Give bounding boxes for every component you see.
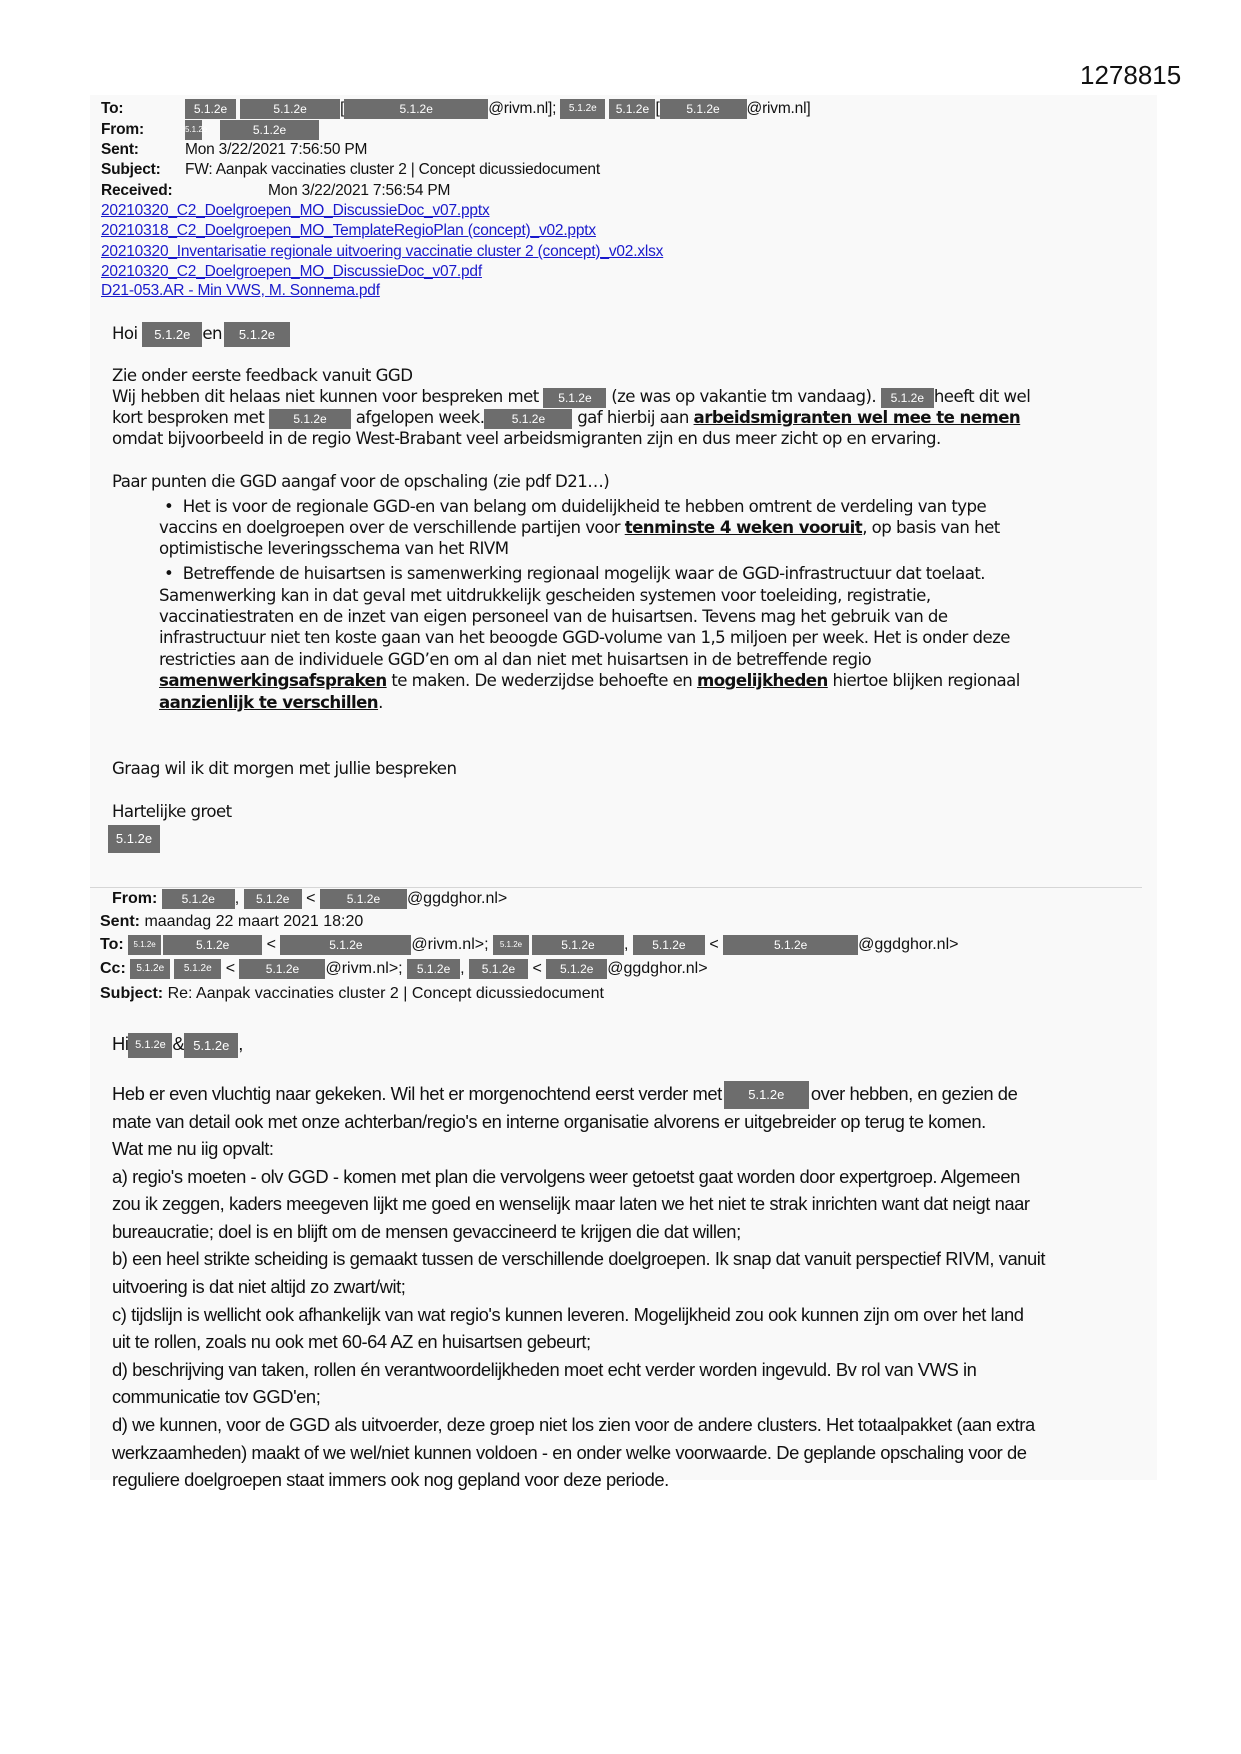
emphasis-text: aanzienlijk te verschillen xyxy=(159,693,379,712)
emphasis-text: tenminste 4 weken vooruit xyxy=(624,518,863,537)
orig-sent-line xyxy=(100,911,363,933)
paragraph-line: mate van detail ook met onze achterban/regio's en interne organisatie alvorens er uitgebreider op terug te komen. xyxy=(112,1111,986,1132)
subject-label: Subject: xyxy=(101,161,161,178)
sent-value: Mon 3/22/2021 7:56:50 PM xyxy=(185,141,368,158)
attachment-link[interactable]: D21-053.AR - Min VWS, M. Sonnema.pdf xyxy=(101,282,380,299)
redaction: 5.1.2e xyxy=(320,889,407,909)
redaction: 5.1.2e xyxy=(240,99,340,119)
paragraph-line: uitvoering is dat niet altijd zo zwart/wit; xyxy=(112,1276,406,1297)
attachment-link[interactable]: 20210320_C2_Doelgroepen_MO_DiscussieDoc_v07.pptx xyxy=(101,202,490,219)
sent-value: maandag 22 maart 2021 18:20 xyxy=(144,913,364,930)
text: gaf hierbij aan xyxy=(577,408,689,427)
redaction: 5.1.2e xyxy=(469,959,528,979)
paragraph-line: Wat me nu iig opvalt: xyxy=(112,1138,274,1159)
to-label: To: xyxy=(101,100,124,118)
emphasis-text: samenwerkingsafspraken xyxy=(159,671,387,690)
text: . xyxy=(378,693,383,712)
redaction: 5.1.2e xyxy=(128,935,161,955)
from-label: From: xyxy=(101,121,144,139)
text: over hebben, en gezien de xyxy=(810,1083,1018,1104)
redaction: 5.1.2e xyxy=(108,825,160,853)
attachment-link[interactable]: 20210320_Inventarisatie regionale uitvoering vaccinatie cluster 2 (concept)_v02.xlsx xyxy=(101,243,664,260)
text: , xyxy=(623,936,629,953)
text: < xyxy=(709,936,719,953)
text: kort besproken met xyxy=(112,408,265,427)
paragraph-line: a) regio's moeten - olv GGD - komen met plan die vervolgens weer getoetst gaat worden door expertgroep. Algemeen xyxy=(112,1166,1020,1187)
redaction: 5.1.2e xyxy=(244,889,302,909)
text: Heb er even vluchtig naar gekeken. Wil het er morgenochtend eerst verder met xyxy=(112,1083,722,1104)
redaction: 5.1.2e xyxy=(224,322,290,347)
bullet-line xyxy=(159,517,1000,538)
orig-to-line xyxy=(100,934,958,956)
greeting-text: Hoi xyxy=(112,324,138,343)
text: @rivm.nl>; xyxy=(411,936,489,953)
subject-value: Re: Aanpak vaccinaties cluster 2 | Concept dicussiedocument xyxy=(167,985,604,1002)
redaction: 5.1.2e xyxy=(532,935,624,955)
received-line xyxy=(101,181,450,201)
bullet-line: Samenwerking kan in dat geval met uitdrukkelijk gescheiden systemen voor toeleiding, registratie, xyxy=(159,586,931,605)
greeting-line xyxy=(112,320,290,347)
bullet-line xyxy=(159,670,1020,691)
redaction: 5.1.2e xyxy=(633,935,705,955)
orig-cc-line xyxy=(100,958,708,980)
emphasis-text: arbeidsmigranten wel mee te nemen xyxy=(693,408,1021,427)
redaction: 5.1.2e xyxy=(280,935,411,955)
text: @ggdghor.nl> xyxy=(858,936,959,953)
bullet-line: vaccinatiestraten en de inzet van eigen personeel van de huisartsen. Tevens mag het gebruik van de xyxy=(159,607,948,626)
document-id: 1278815 xyxy=(1080,60,1182,90)
redaction: 5.1.2e xyxy=(546,959,607,979)
redaction: 5.1.2e xyxy=(660,99,747,119)
cc-label: Cc: xyxy=(100,960,126,977)
subject-line xyxy=(101,160,600,180)
bracket: [ xyxy=(340,100,345,118)
sent-label: Sent: xyxy=(101,141,139,158)
bullet-icon: • xyxy=(164,564,174,583)
text: , xyxy=(460,960,465,977)
received-label: Received: xyxy=(101,182,173,199)
paragraph-line xyxy=(112,407,1020,429)
greeting-text: & xyxy=(172,1033,185,1054)
subject-value: FW: Aanpak vaccinaties cluster 2 | Concept dicussiedocument xyxy=(185,161,600,178)
greeting-text: , xyxy=(238,1033,243,1054)
text: (ze was op vakantie tm vandaag). xyxy=(611,387,877,406)
redaction: 5.1.2e xyxy=(407,959,460,979)
text: , op basis van het xyxy=(862,518,1000,537)
text: < xyxy=(306,890,316,907)
redaction: 5.1.2e xyxy=(543,388,606,408)
orig-from-line xyxy=(112,888,507,910)
text: @ggdghor.nl> xyxy=(406,890,508,907)
redaction: 5.1.2e xyxy=(220,120,319,140)
text: < xyxy=(266,936,276,953)
paragraph-line: zou ik zeggen, kaders meegeven lijkt me goed en wenselijk maar laten we het niet te strak inrichten want dat neigt naar xyxy=(112,1193,1030,1214)
bullet-line xyxy=(164,563,985,584)
text: vaccins en doelgroepen over de verschillende partijen voor xyxy=(159,518,620,537)
redaction: 5.1.2e xyxy=(163,935,262,955)
orig-subject-line xyxy=(100,983,604,1005)
redaction: 5.1.2e xyxy=(128,1033,172,1058)
redaction: 5.1.2e xyxy=(484,409,572,429)
paragraph-line: Paar punten die GGD aangaf voor de opschaling (zie pdf D21…) xyxy=(112,472,610,491)
text: te maken. De wederzijdse behoefte en xyxy=(386,671,697,690)
received-value: Mon 3/22/2021 7:56:54 PM xyxy=(268,182,451,199)
paragraph-line: uit te rollen, zoals nu ook met 60-64 AZ en huisartsen gebeurt; xyxy=(112,1331,591,1352)
text: < xyxy=(532,960,542,977)
redaction: 5.1.2e xyxy=(269,409,351,429)
redaction: 5.1.2e xyxy=(493,935,529,955)
redaction: 5.1.2e xyxy=(723,935,858,955)
greeting-text: Hi xyxy=(112,1033,129,1054)
attachment-link[interactable]: 20210320_C2_Doelgroepen_MO_DiscussieDoc_v07.pdf xyxy=(101,263,482,280)
from-label: From: xyxy=(112,890,158,907)
text: Wij hebben dit helaas niet kunnen voor bespreken met xyxy=(112,387,539,406)
paragraph-line: b) een heel strikte scheiding is gemaakt tussen de verschillende doelgroepen. Ik snap dat vanuit perspectief RIVM, vanuit xyxy=(112,1248,1046,1269)
redaction: 5.1.2e xyxy=(184,1033,238,1058)
redaction: 5.1.2e xyxy=(130,959,170,979)
signature-line xyxy=(108,825,160,853)
text: @rivm.nl>; xyxy=(325,960,403,977)
sent-line xyxy=(101,140,367,160)
paragraph-line: bureaucratie; doel is en blijft om de mensen gevaccineerd te krijgen die dat willen; xyxy=(112,1221,741,1242)
to-label: To: xyxy=(100,936,124,953)
redaction: 5.1.2e xyxy=(560,99,605,119)
text: Het is voor de regionale GGD-en van belang om duidelijkheid te hebben omtrent de verdeling van type xyxy=(182,497,987,516)
paragraph-line: communicatie tov GGD'en; xyxy=(112,1386,321,1407)
greeting-line xyxy=(112,1030,243,1058)
paragraph-line xyxy=(112,1080,1017,1109)
bullet-line: optimistische leveringsschema van het RIVM xyxy=(159,539,509,558)
text: < xyxy=(225,960,236,977)
bullet-line xyxy=(164,496,986,517)
paragraph-line: omdat bijvoorbeeld in de regio West-Brabant veel arbeidsmigranten zijn en dus meer zicht op en ervaring. xyxy=(112,429,941,448)
text: , xyxy=(234,890,240,907)
paragraph-line: werkzaamheden) maakt of we wel/niet kunnen voldoen - en onder welke voorwaarde. De geplande opschaling voor de xyxy=(112,1442,1027,1463)
redaction: 5.1.2e xyxy=(142,322,202,347)
email-domain: @rivm.nl]; xyxy=(488,100,557,118)
redaction: 5.1.2e xyxy=(724,1081,809,1109)
redaction: 5.1.2e xyxy=(239,959,325,979)
bullet-icon: • xyxy=(164,497,174,516)
redaction: 5.1.2e xyxy=(344,99,488,119)
subject-label: Subject: xyxy=(100,985,164,1002)
emphasis-text: mogelijkheden xyxy=(696,671,828,690)
email-domain: @rivm.nl] xyxy=(746,100,811,118)
text: @ggdghor.nl> xyxy=(607,960,708,977)
closing-text: Graag wil ik dit morgen met jullie bespreken xyxy=(112,759,457,778)
redaction: 5.1.2e xyxy=(174,959,221,979)
redaction: 5.1.2e xyxy=(185,120,202,140)
text: heeft dit wel xyxy=(933,387,1031,406)
redaction: 5.1.2e xyxy=(185,99,236,119)
bullet-line xyxy=(159,692,383,713)
paragraph-line: Zie onder eerste feedback vanuit GGD xyxy=(112,366,413,385)
redaction: 5.1.2e xyxy=(881,388,934,408)
redaction: 5.1.2e xyxy=(162,889,235,909)
greeting-text: en xyxy=(202,324,222,343)
paragraph-line: reguliere doelgroepen staat immers ook nog gepland voor deze periode. xyxy=(112,1469,669,1490)
paragraph-line: d) beschrijving van taken, rollen én verantwoordelijkheden moet echt verder worden ingevuld. Bv rol van VWS in xyxy=(112,1359,977,1380)
attachment-link[interactable]: 20210318_C2_Doelgroepen_MO_TemplateRegioPlan (concept)_v02.pptx xyxy=(101,222,596,239)
paragraph-line: c) tijdslijn is wellicht ook afhankelijk van wat regio's kunnen leveren. Mogelijkheid zou ook kunnen zijn om over het land xyxy=(112,1304,1024,1325)
paragraph-line xyxy=(112,386,1030,408)
signoff-text: Hartelijke groet xyxy=(112,802,232,821)
bullet-line: restricties aan de individuele GGD’en om al dan niet met huisartsen in de betreffende regio xyxy=(159,650,872,669)
to-line xyxy=(101,99,810,119)
text: afgelopen week. xyxy=(355,408,485,427)
sent-label: Sent: xyxy=(100,913,140,930)
bullet-line: infrastructuur niet ten koste gaan van het beoogde GGD-volume van 1,5 miljoen per week. Het is onder deze xyxy=(159,628,1010,647)
from-line xyxy=(101,120,319,140)
paragraph-line: d) we kunnen, voor de GGD als uitvoerder, deze groep niet los zien voor de andere clusters. Het totaalpakket (aan extra xyxy=(112,1414,1035,1435)
text: Betreffende de huisartsen is samenwerking regionaal mogelijk waar de GGD-infrastructuur dat toelaat. xyxy=(182,564,985,583)
redaction: 5.1.2e xyxy=(609,99,655,119)
bracket: [ xyxy=(655,100,660,118)
text: hiertoe blijken regionaal xyxy=(827,671,1020,690)
